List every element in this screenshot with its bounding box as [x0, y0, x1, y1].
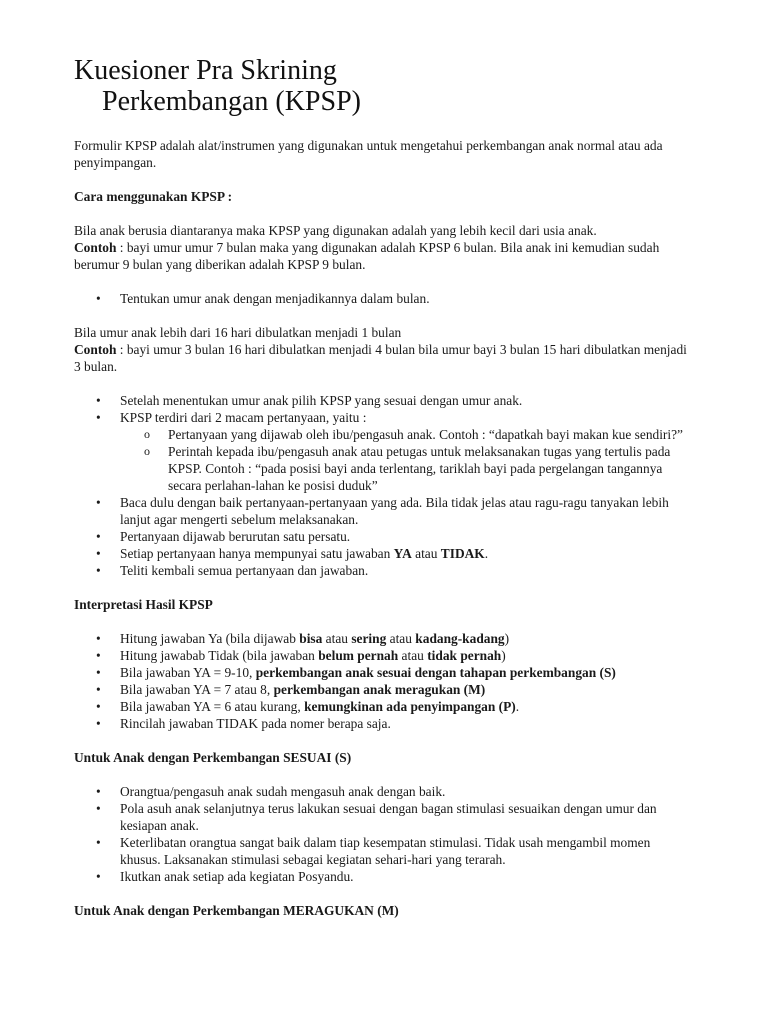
bold-term: kemungkinan ada penyimpangan (P): [304, 699, 516, 714]
section-heading-cara: Cara menggunakan KPSP :: [74, 189, 233, 204]
list-item-text: atau: [322, 631, 352, 646]
list-item: • Pola asuh anak selanjutnya terus lakukan sesuai dengan bagan stimulasi sesuaikan dengan umur dan kesiapan anak.: [120, 800, 688, 834]
sub-list-item: o Perintah kepada ibu/pengasuh anak atau petugas untuk melaksanakan tugas yang tertulis pada KPSP. Contoh : “pada posisi bayi anda terlentang, tariklah bayi pada pergelangan tangannya secara perlahan-lahan ke posisi duduk”: [168, 443, 688, 494]
list-item-text: Hitung jawabab Tidak (bila jawaban: [120, 648, 319, 663]
list-item: [120, 630, 688, 647]
list-item: • Teliti kembali semua pertanyaan dan jawaban.: [120, 562, 688, 579]
section-heading-sesuai: Untuk Anak dengan Perkembangan SESUAI (S): [74, 750, 352, 765]
sub-list-item: o Pertanyaan yang dijawab oleh ibu/pengasuh anak. Contoh : “dapatkah bayi makan kue sendiri?”: [168, 426, 688, 443]
title-line-2: Perkembangan (KPSP): [102, 86, 361, 117]
sub-list: [120, 426, 688, 494]
bold-term: belum pernah: [318, 648, 399, 663]
bold-term: kadang-kadang: [415, 631, 505, 646]
cara-paragraph-1: [74, 222, 688, 273]
cara-text-2: Bila umur anak lebih dari 16 hari dibulatkan menjadi 1 bulan: [74, 325, 402, 340]
interpretasi-list: [74, 630, 688, 732]
intro-paragraph: Formulir KPSP adalah alat/instrumen yang digunakan untuk mengetahui perkembangan anak normal atau ada penyimpangan.: [74, 138, 663, 170]
list-item: [120, 681, 688, 698]
list-item-text: atau: [386, 631, 416, 646]
list-item: • Ikutkan anak setiap ada kegiatan Posyandu.: [120, 868, 688, 885]
section-heading-interpretasi: Interpretasi Hasil KPSP: [74, 597, 213, 612]
list-item-text: Bila jawaban YA = 9-10,: [120, 665, 256, 680]
cara-example-2: : bayi umur 3 bulan 16 hari dibulatkan menjadi 4 bulan bila umur bayi 3 bulan 15 hari dibulatkan menjadi 3 bulan.: [74, 342, 687, 374]
cara-paragraph-2: [74, 324, 688, 375]
cara-list-1: [74, 290, 688, 307]
cara-example-1: : bayi umur umur 7 bulan maka yang digunakan adalah KPSP 6 bulan. Bila anak ini kemudian sudah berumur 9 bulan yang diberikan adalah KPSP 9 bulan.: [74, 240, 660, 272]
contoh-label: Contoh: [74, 240, 117, 255]
list-item: • Pertanyaan dijawab berurutan satu persatu.: [120, 528, 688, 545]
cara-list-2: [74, 392, 688, 579]
cara-text-1: Bila anak berusia diantaranya maka KPSP yang digunakan adalah yang lebih kecil dari usia anak.: [74, 223, 597, 238]
document-title: [74, 55, 688, 117]
list-item: [120, 664, 688, 681]
bold-term: perkembangan anak sesuai dengan tahapan perkembangan (S): [255, 665, 616, 680]
list-item: • Rincilah jawaban TIDAK pada nomer berapa saja.: [120, 715, 688, 732]
list-item-text: Bila jawaban YA = 6 atau kurang,: [120, 699, 305, 714]
list-item-text: ): [504, 631, 510, 646]
list-item-text: atau: [398, 648, 428, 663]
list-item-text: .: [515, 699, 520, 714]
bold-term: tidak pernah: [427, 648, 502, 663]
list-item-text: ): [501, 648, 506, 663]
list-item-text: Bila jawaban YA = 7 atau 8,: [120, 682, 274, 697]
tidak-bold: TIDAK: [440, 546, 485, 561]
list-item: [120, 698, 688, 715]
list-item: • Orangtua/pengasuh anak sudah mengasuh anak dengan baik.: [120, 783, 688, 800]
list-item-text: Hitung jawaban Ya (bila dijawab: [120, 631, 300, 646]
contoh-label: Contoh: [74, 342, 117, 357]
list-item: [120, 647, 688, 664]
title-line-1: Kuesioner Pra Skrining: [74, 55, 337, 86]
list-item: [120, 409, 688, 494]
list-item-text: atau: [411, 546, 441, 561]
list-item-text: Setiap pertanyaan hanya mempunyai satu jawaban: [120, 546, 394, 561]
list-item: • Tentukan umur anak dengan menjadikannya dalam bulan.: [120, 290, 688, 307]
list-item-text: .: [484, 546, 489, 561]
section-heading-meragukan: Untuk Anak dengan Perkembangan MERAGUKAN (M): [74, 903, 399, 918]
sesuai-list: [74, 783, 688, 885]
bold-term: perkembangan anak meragukan (M): [273, 682, 486, 697]
list-item: • Setelah menentukan umur anak pilih KPSP yang sesuai dengan umur anak.: [120, 392, 688, 409]
list-item: [120, 545, 688, 562]
list-item: • Keterlibatan orangtua sangat baik dalam tiap kesempatan stimulasi. Tidak usah mengambil momen khusus. Laksanakan stimulasi sebagai kegiatan sehari-hari yang terarah.: [120, 834, 688, 868]
list-item-text: KPSP terdiri dari 2 macam pertanyaan, yaitu :: [120, 410, 367, 425]
ya-bold: YA: [393, 546, 412, 561]
bold-term: bisa: [299, 631, 323, 646]
list-item: • Baca dulu dengan baik pertanyaan-pertanyaan yang ada. Bila tidak jelas atau ragu-ragu tanyakan lebih lanjut agar mengerti sebelum melaksanakan.: [120, 494, 688, 528]
bold-term: sering: [351, 631, 387, 646]
